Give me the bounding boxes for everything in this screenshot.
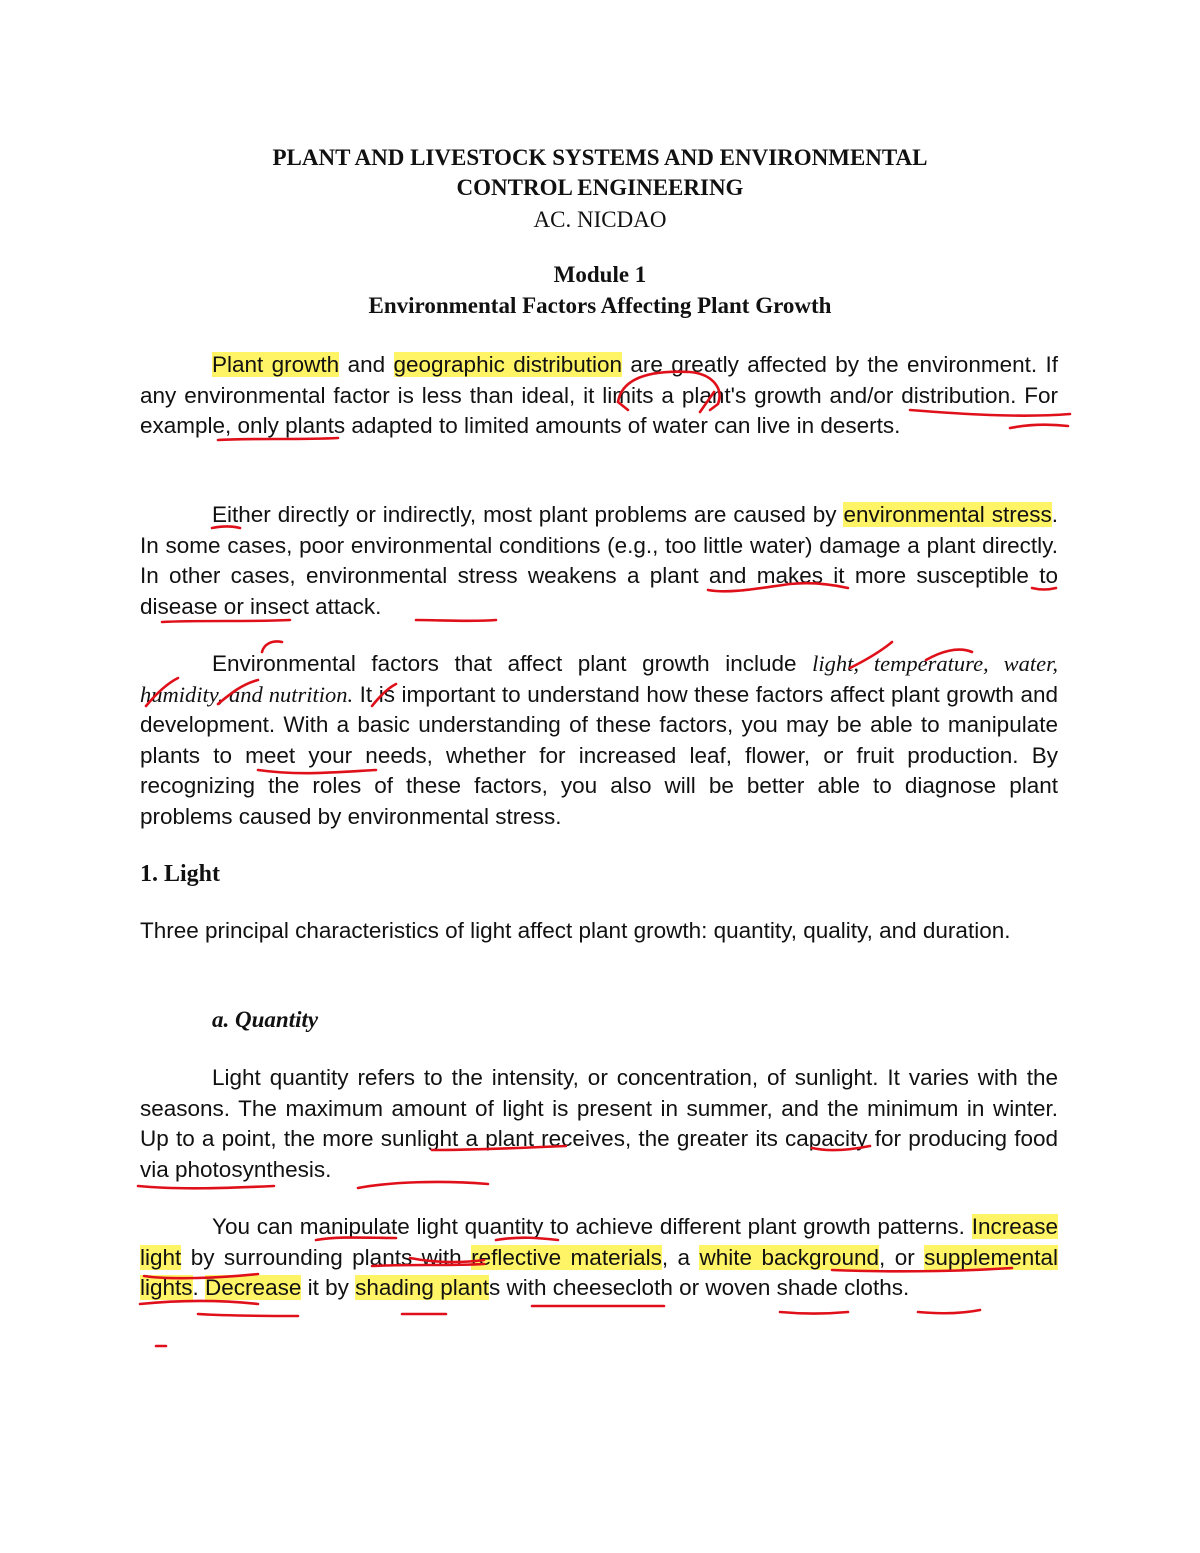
annotation-mark [138,1186,274,1188]
highlight: supplemental lights [140,1244,1058,1300]
paragraph-6 [140,1212,1058,1304]
text: it by [301,1275,356,1300]
highlight: geographic distribution [393,352,623,377]
paragraph-1 [140,350,1058,442]
paragraph-4: Three principal characteristics of light affect plant growth: quantity, quality, and duration. [140,918,1011,943]
paragraph-5: Light quantity refers to the intensity, or concentration, of sunlight. It varies with the seasons. The maximum amount of light is present in summer, and the minimum in winter. Up to a point, the more sunlight a plant receives, the greater its capacity for producing food via photosynthesis. [140,1065,1058,1182]
text: Either directly or indirectly, most plant problems are caused by [212,502,844,527]
annotation-mark [198,1314,298,1316]
text: You can manipulate light quantity to achieve different plant growth patterns. [212,1214,972,1239]
text: , a [661,1244,700,1270]
highlight: reflective materials [471,1244,662,1270]
text: . In some cases, poor environmental conditions (e.g., too little water) damage a plant directly. In other cases, environmental stress weakens a plant and makes it more susceptible to disease or insect attack. [140,502,1058,619]
paragraph-2 [140,500,1058,622]
annotation-mark [780,1312,848,1314]
section-heading-light: 1. Light [140,861,221,887]
text: are greatly affected by the environment. If any environmental factor is less than ideal, it limits a plant's growth and/or distribution. For example, only plants adapted to limited amounts of water can live in deserts. [140,352,1058,438]
text: Environmental factors that affect plant growth include [212,651,813,676]
highlight: Decrease [205,1275,302,1300]
module-title: Environmental Factors Affecting Plant Growth [368,293,832,318]
highlight: white background [699,1244,880,1270]
text: s with cheesecloth or woven shade cloths. [488,1275,910,1300]
highlight: Plant growth [212,352,340,377]
annotation-mark [918,1310,980,1313]
emphasis: light, temperature, water, humidity, and nutrition. [140,651,1058,707]
text: . [192,1275,206,1300]
text: and [339,352,394,377]
highlight: environmental stress [843,502,1052,527]
author: AC. NICDAO [533,207,667,232]
paragraph-3 [140,649,1058,832]
highlight: shading plant [355,1275,489,1300]
text: It is important to understand how these factors affect plant growth and development. With a basic understanding of these factors, you may be able to manipulate plants to meet your needs, whether for increased leaf, flower, or fruit production. By recognizing the roles of these factors, you also will be better able to diagnose plant problems caused by environmental stress. [140,681,1058,829]
module-label: Module 1 [553,262,647,287]
highlight: Increase light [140,1214,1058,1270]
document-title-line-2: CONTROL ENGINEERING [456,175,744,200]
subsection-heading-quantity: a. Quantity [212,1007,319,1032]
text: , or [879,1244,925,1270]
document-title-line-1: PLANT AND LIVESTOCK SYSTEMS AND ENVIRONMENTAL [272,145,928,170]
text: by surrounding plants with [181,1244,472,1270]
